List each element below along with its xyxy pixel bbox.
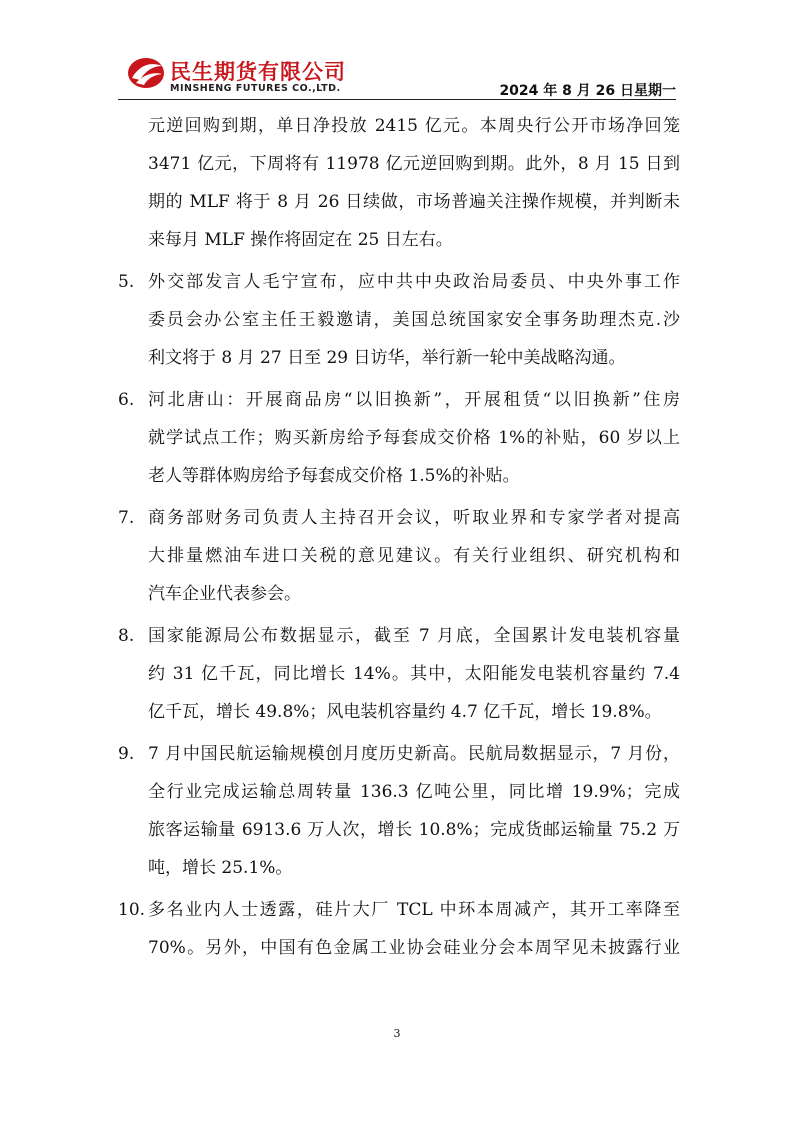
item-line: 旅客运输量 6913.6 万人次，增长 10.8%；完成货邮运输量 75.2 万 [148,820,680,840]
item-line: 商务部财务司负责人主持召开会议，听取业界和专家学者对提高 [148,508,680,528]
item-line: 来每月 MLF 操作将固定在 25 日左右。 [148,230,453,250]
news-item-8 [118,617,680,731]
item-number: 6. [118,390,135,410]
news-item-5 [118,263,680,377]
item-line: 70%。另外，中国有色金属工业协会硅业分会本周罕见未披露行业 [148,938,680,958]
item-line: 7 月中国民航运输规模创月度历史新高。民航局数据显示，7 月份， [148,744,680,764]
news-item-continued [118,107,680,259]
item-line: 吨，增长 25.1%。 [148,858,293,878]
item-line: 多名业内人士透露，硅片大厂 TCL 中环本周减产，其开工率降至 [148,900,680,920]
header-divider [118,99,676,100]
item-line: 老人等群体购房给予每套成交价格 1.5%的补贴。 [148,466,520,486]
item-line: 全行业完成运输总周转量 136.3 亿吨公里，同比增 19.9%；完成 [148,782,680,802]
report-date: 2024 年 8 月 26 日星期一 [499,83,676,99]
item-number: 8. [118,626,135,646]
news-item-9 [118,735,680,887]
item-line: 汽车企业代表参会。 [148,584,301,604]
page-number: 3 [393,1027,401,1040]
logo-english-name: MINSHENG FUTURES CO.,LTD. [170,83,341,94]
item-line: 约 31 亿千瓦，同比增长 14%。其中，太阳能发电装机容量约 7.4 [148,664,680,684]
item-line: 就学试点工作；购买新房给予每套成交价格 1%的补贴，60 岁以上 [148,428,680,448]
news-item-6 [118,381,680,495]
company-logo [118,50,368,98]
item-number: 5. [118,272,135,292]
item-line: 河北唐山：开展商品房“以旧换新”，开展租赁“以旧换新”住房 [148,390,680,410]
item-line: 3471 亿元，下周将有 11978 亿元逆回购到期。此外，8 月 15 日到 [148,154,680,174]
logo-chinese-name: 民生期货有限公司 [170,60,346,84]
item-line: 大排量燃油车进口关税的意见建议。有关行业组织、研究机构和 [148,546,680,566]
item-line: 国家能源局公布数据显示，截至 7 月底，全国累计发电装机容量 [148,626,680,646]
item-line: 委员会办公室主任王毅邀请，美国总统国家安全事务助理杰克.沙 [148,310,680,330]
item-number: 9. [118,744,135,764]
page-header [118,50,676,98]
item-line: 外交部发言人毛宁宣布，应中共中央政治局委员、中央外事工作 [148,272,680,292]
news-item-10 [118,891,680,967]
item-number: 7. [118,508,135,528]
news-item-7 [118,499,680,613]
item-number: 10. [118,900,146,920]
item-line: 期的 MLF 将于 8 月 26 日续做，市场普遍关注操作规模，并判断未 [148,192,680,212]
item-line: 亿千瓦，增长 49.8%；风电装机容量约 4.7 亿千瓦，增长 19.8%。 [148,702,662,722]
item-line: 元逆回购到期，单日净投放 2415 亿元。本周央行公开市场净回笼 [148,116,680,136]
news-list [118,107,680,967]
item-line: 利文将于 8 月 27 日至 29 日访华，举行新一轮中美战略沟通。 [148,348,626,368]
logo-emblem-icon [126,56,166,90]
